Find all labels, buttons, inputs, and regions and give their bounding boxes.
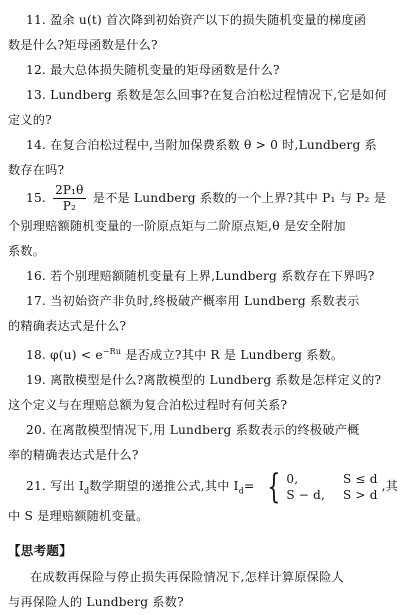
question-text-cont: 中 S 是理赔额随机变量。 bbox=[8, 508, 149, 523]
thinking-question-text: 在成数再保险与停止损失再保险情况下,怎样计算原保险人 bbox=[30, 569, 344, 584]
question-number: 13. bbox=[26, 88, 46, 102]
question-number: 11. bbox=[26, 13, 46, 27]
question-number: 17. bbox=[26, 294, 46, 308]
question-18 bbox=[8, 339, 402, 368]
question-number: 20. bbox=[26, 423, 46, 438]
question-text: 若个别理赔额随机变量有上界,Lundberg 系数存在下界吗? bbox=[50, 269, 375, 283]
piecewise-function bbox=[263, 466, 378, 507]
question-14 bbox=[8, 133, 402, 183]
question-number: 19. bbox=[26, 373, 46, 388]
question-number: 12. bbox=[26, 63, 46, 77]
text-part: 写出 I bbox=[50, 479, 84, 494]
question-text: 在离散模型情况下,用 Lundberg 系数表示的终极破产概 bbox=[50, 423, 360, 438]
question-text-cont: 率的精确表达式是什么? bbox=[8, 448, 139, 463]
case-2-condition: S > d bbox=[342, 487, 378, 502]
thinking-question bbox=[8, 565, 402, 615]
question-15 bbox=[8, 183, 402, 264]
question-text: 盈余 u(t) 首次降到初始资产以下的损失随机变量的梯度函 bbox=[50, 13, 367, 27]
question-text: 最大总体损失随机变量的矩母函数是什么? bbox=[50, 63, 280, 77]
question-number: 21. bbox=[26, 479, 46, 494]
question-text: 在复合泊松过程中,当附加保费系数 θ > 0 时,Lundberg 系 bbox=[50, 138, 377, 152]
question-text: 离散模型是什么?离散模型的 Lundberg 系数是怎样定义的? bbox=[50, 373, 382, 388]
thinking-question-text-cont: 与再保险人的 Lundberg 系数? bbox=[8, 594, 184, 609]
question-20 bbox=[8, 418, 402, 468]
question-number: 14. bbox=[26, 138, 46, 152]
question-number: 15. bbox=[26, 191, 46, 205]
expression-base: φ(u) < e bbox=[50, 348, 103, 363]
question-text-cont: 个别理赔额随机变量的一阶原点矩与二阶原点矩,θ 是安全附加 bbox=[8, 219, 346, 233]
question-text bbox=[50, 479, 255, 496]
section-heading: 【思考题】 bbox=[8, 542, 73, 558]
fraction bbox=[53, 183, 86, 214]
question-text-cont: 数存在吗? bbox=[8, 163, 65, 177]
question-text-cont: 数是什么?矩母函数是什么? bbox=[8, 38, 158, 52]
question-text-cont-2: 系数。 bbox=[8, 244, 46, 258]
left-brace: { bbox=[266, 466, 281, 507]
question-text-cont: 定义的? bbox=[8, 113, 52, 127]
question-text-cont: 这个定义与在理赔总额为复合泊松过程时有何关系? bbox=[8, 398, 288, 413]
question-text: 是不是 Lundberg 系数的一个上界?其中 P₁ 与 P₂ 是 bbox=[92, 191, 387, 205]
question-17 bbox=[8, 289, 402, 339]
question-text-cont: 的精确表达式是什么? bbox=[8, 319, 127, 333]
question-number: 18. bbox=[26, 348, 46, 363]
text-part-mid: 数学期望的递推公式,其中 I bbox=[89, 479, 239, 494]
piecewise-cases bbox=[286, 471, 377, 503]
question-11 bbox=[8, 8, 402, 58]
case-1-value: 0, bbox=[286, 471, 299, 486]
subscript: d bbox=[83, 486, 90, 496]
case-1-condition: S ≤ d bbox=[342, 471, 378, 486]
math-expression bbox=[50, 348, 121, 362]
case-2-value: S − d, bbox=[286, 487, 325, 502]
question-12 bbox=[8, 58, 402, 83]
question-16 bbox=[8, 264, 402, 289]
fraction-numerator: 2P₁θ bbox=[55, 183, 84, 197]
question-text: Lundberg 系数是怎么回事?在复合泊松过程情况下,它是如何 bbox=[50, 88, 387, 102]
fraction-denominator: P₂ bbox=[62, 199, 76, 213]
expression-exponent: −Ru bbox=[102, 347, 122, 356]
question-text-tail: ,其 bbox=[381, 479, 399, 494]
question-text: 当初始资产非负时,终极破产概率用 Lundberg 系数表示 bbox=[50, 294, 360, 308]
question-text: 是否成立?其中 R 是 Lundberg 系数。 bbox=[125, 348, 344, 363]
subscript: d bbox=[238, 486, 245, 496]
question-number: 16. bbox=[26, 269, 46, 283]
question-19 bbox=[8, 368, 402, 418]
equals-sign: = bbox=[244, 479, 255, 494]
question-13 bbox=[8, 83, 402, 133]
